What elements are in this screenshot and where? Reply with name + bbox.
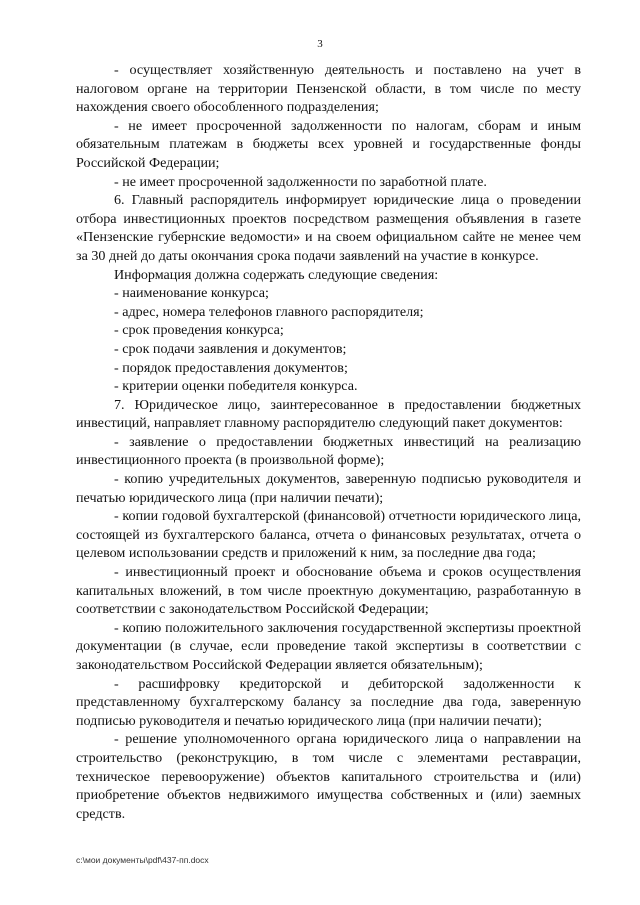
list-item: - критерии оценки победителя конкурса.: [114, 378, 358, 395]
paragraph: - осуществляет хозяйственную деятельность и поставлено на учет в налоговом органе на территории Пензенской области, в том числе по месту нахождения своего обособленного подразделения;: [76, 62, 581, 116]
list-item: - срок подачи заявления и документов;: [114, 340, 347, 357]
list-item: - копии годовой бухгалтерской (финансовой) отчетности юридического лица, состоящей из бухгалтерского баланса, отчета о финансовых результатах, отчета о целевом использовании средств и приложений к ним, за последние два года;: [76, 508, 581, 562]
list-item: - расшифровку кредиторской и дебиторской задолженности к представленному бухгалтерскому балансу за последние два года, заверенную подписью руководителя и печатью юридического лица (при наличии печати);: [76, 675, 581, 729]
document-body: [76, 61, 581, 823]
list-item: - копию учредительных документов, заверенную подписью руководителя и печатью юридического лица (при наличии печати);: [76, 471, 581, 506]
paragraph: 6. Главный распорядитель информирует юридические лица о проведении отбора инвестиционных проектов посредством размещения объявления в газете «Пензенские губернские ведомости» и на своем официальном сайте не менее чем за 30 дней до даты окончания срока подачи заявлений на участие в конкурсе.: [76, 192, 581, 264]
page-number: 3: [317, 38, 323, 50]
list-item: - наименование конкурса;: [114, 285, 269, 302]
paragraph: - не имеет просроченной задолженности по заработной плате.: [114, 173, 487, 190]
list-item: - заявление о предоставлении бюджетных инвестиций на реализацию инвестиционного проекта (в произвольной форме);: [76, 433, 581, 469]
list-item: - порядок предоставления документов;: [114, 359, 348, 376]
paragraph: 7. Юридическое лицо, заинтересованное в предоставлении бюджетных инвестиций, направляет главному распорядителю следующий пакет документов:: [76, 396, 581, 432]
list-item: - адрес, номера телефонов главного распорядителя;: [114, 303, 424, 320]
list-item: - решение уполномоченного органа юридического лица о направлении на строительство (реконструкцию, в том числе с элементами реставрации, техническое перевооружение) объектов капитального строительства и (или) приобретение объектов недвижимого имущества собственных и (или) заемных средств.: [76, 731, 581, 822]
list-item: - срок проведения конкурса;: [114, 322, 284, 339]
paragraph: Информация должна содержать следующие сведения:: [114, 266, 439, 283]
list-item: - инвестиционный проект и обоснование объема и сроков осуществления капитальных вложений, в том числе проектную документацию, разработанную в соответствии с законодательством Российской Федерации;: [76, 564, 581, 618]
list-item: - копию положительного заключения государственной экспертизы проектной документации (в случае, если проведение такой экспертизы в соответствии с законодательством Российской Федерации является обязательным);: [76, 619, 581, 673]
paragraph: - не имеет просроченной задолженности по налогам, сборам и иным обязательным платежам в бюджеты всех уровней и государственные фонды Российской Федерации;: [76, 117, 581, 171]
footer-file-path: c:\мои документы\pdf\437-пп.docx: [76, 855, 209, 865]
